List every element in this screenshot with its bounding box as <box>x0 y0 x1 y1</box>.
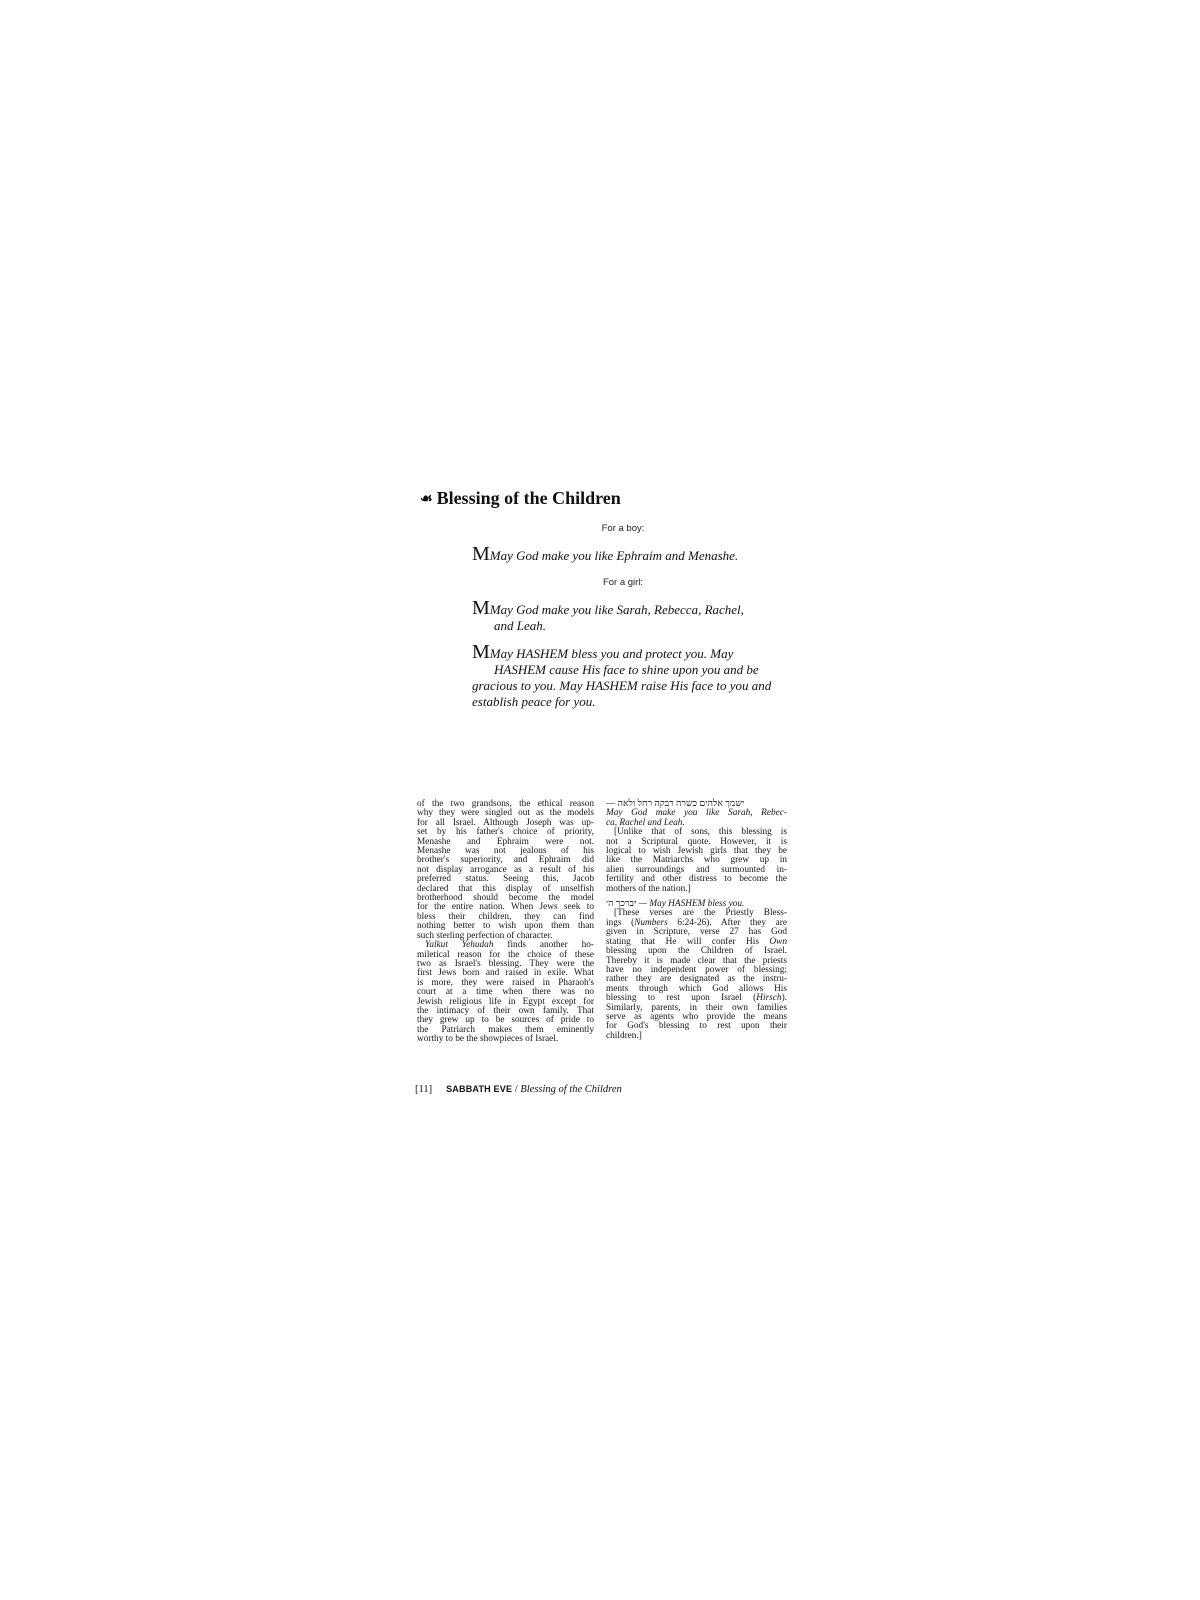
commentary-line: they grew up to be sources of pride to <box>417 1015 594 1026</box>
english-heading-2: — May HASHEM bless you. <box>638 899 745 910</box>
commentary-line: such sterling perfection of character. <box>417 930 553 941</box>
footer-subtitle: Blessing of the Children <box>520 1084 622 1095</box>
commentary-line: miletical reason for the choice of these <box>417 949 594 960</box>
commentary-line: of the two grandsons, the ethical reason <box>417 799 594 809</box>
commentary-line: have no independent power of blessing; <box>606 964 787 975</box>
rubric-boy: For a boy: <box>601 523 645 534</box>
commentary-line: for God's blessing to rest upon their <box>606 1021 787 1032</box>
page-number: [11] <box>415 1084 433 1095</box>
commentary-line: for all Israel. Although Joseph was up- <box>417 817 594 828</box>
blessing-boy-text: May God make you like Ephraim and Menashe. <box>489 548 739 563</box>
hebrew-heading-1: ישמך אלהים כשרה רבקה רחל ולאה — <box>606 799 745 809</box>
commentary-line: not a Scriptural quote. However, it is <box>606 836 787 847</box>
commentary-line: Thereby it is made clear that the priests <box>606 955 787 966</box>
commentary-line: alien surroundings and surmounted in- <box>606 864 787 875</box>
commentary-line: like the Matriarchs who grew up in <box>606 855 787 866</box>
priestly-line-2: HASHEM cause His face to shine upon you and be <box>494 662 759 677</box>
ornament-icon: ☙ <box>420 492 433 507</box>
commentary-line: serve as agents who provide the means <box>606 1011 787 1022</box>
commentary-line: declared that this display of unselfish <box>417 883 594 894</box>
commentary-line: children.] <box>606 1030 642 1041</box>
commentary-line: Similarly, parents, in their own families <box>606 1002 787 1013</box>
english-heading-1: May God make you like Sarah, Rebec- <box>606 808 787 819</box>
blessing-boy-line: MMay God make you like Ephraim and Menashe. <box>472 543 739 565</box>
commentary-line: first Jews born and raised in exile. What <box>417 968 594 979</box>
commentary-line: Menashe and Ephraim were not. <box>417 836 594 847</box>
footer-section: SABBATH EVE <box>446 1084 513 1094</box>
commentary-line: is more, they were raised in Pharaoh's <box>417 977 594 988</box>
commentary-line: Yalkut Yehudah finds another ho- <box>425 940 594 951</box>
blessing-girl-line-2: and Leah. <box>494 618 546 633</box>
blessing-priestly <box>472 641 787 710</box>
commentary-line: blessing to rest upon Israel (Hirsch). <box>606 993 787 1004</box>
commentary-line: preferred status. Seeing this, Jacob <box>417 874 594 885</box>
commentary-line: nothing better to wish upon them than <box>417 921 594 932</box>
commentary-line: blessing upon the Children of Israel. <box>606 946 787 957</box>
commentary-right-column <box>606 800 787 1041</box>
blessing-girl <box>472 597 787 634</box>
footer-separator: / <box>512 1084 521 1095</box>
commentary-line: why they were singled out as the models <box>417 808 594 819</box>
english-heading-1: ca, Rachel and Leah. <box>606 817 685 828</box>
priestly-line-1: MMay HASHEM bless you and protect you. May <box>472 641 734 663</box>
commentary-line: fertility and other distress to become the <box>606 874 787 885</box>
commentary-line: two as Israel's blessing. They were the <box>417 958 594 969</box>
commentary-line: [Unlike that of sons, this blessing is <box>614 827 787 838</box>
commentary-line: Jewish religious life in Egypt except for <box>417 996 594 1007</box>
commentary-line: worthy to be the showpieces of Israel. <box>417 1034 559 1045</box>
commentary-line: [These verses are the Priestly Bless- <box>614 908 787 919</box>
commentary-line: court at a time when there was no <box>417 987 594 998</box>
commentary-line: given in Scripture, verse 27 has God <box>606 927 787 938</box>
commentary-line: ments through which God allows His <box>606 983 787 994</box>
priestly-line-3: gracious to you. May HASHEM raise His face to you and <box>472 678 772 693</box>
commentary-line: the intimacy of their own family. That <box>417 1005 594 1016</box>
commentary-line: mothers of the nation.] <box>606 883 691 894</box>
commentary-line: set by his father's choice of priority, <box>417 827 594 838</box>
commentary-line: brother's superiority, and Ephraim did <box>417 855 594 866</box>
commentary-line: stating that He will confer His Own <box>606 936 787 947</box>
commentary-line: logical to wish Jewish girls that they be <box>606 846 787 857</box>
commentary-left-column <box>417 800 594 1045</box>
hebrew-heading-2: יברכך ה׳ <box>606 899 637 910</box>
commentary-line: for the entire nation. When Jews seek to <box>417 902 594 913</box>
blessing-girl-line-1: MMay God make you like Sarah, Rebecca, Rachel, <box>472 597 744 619</box>
commentary-line: not display arrogance as a result of his <box>417 864 594 875</box>
commentary-line: Menashe was not jealous of his <box>417 846 594 857</box>
page-footer <box>415 1084 622 1095</box>
priestly-line-4: establish peace for you. <box>472 694 596 709</box>
commentary-line: bless their children, they can find <box>417 911 594 922</box>
rubric-girl: For a girl: <box>602 577 644 588</box>
commentary-line: brotherhood should become the model <box>417 893 594 904</box>
blessing-boy <box>472 543 787 565</box>
title-text: Blessing of the Children <box>436 488 621 508</box>
commentary-line: ings (Numbers 6:24-26). After they are <box>606 917 787 928</box>
commentary-line: rather they are designated as the instru- <box>606 974 787 985</box>
page-title <box>420 488 621 509</box>
commentary-line: the Patriarch makes them eminently <box>417 1024 594 1035</box>
